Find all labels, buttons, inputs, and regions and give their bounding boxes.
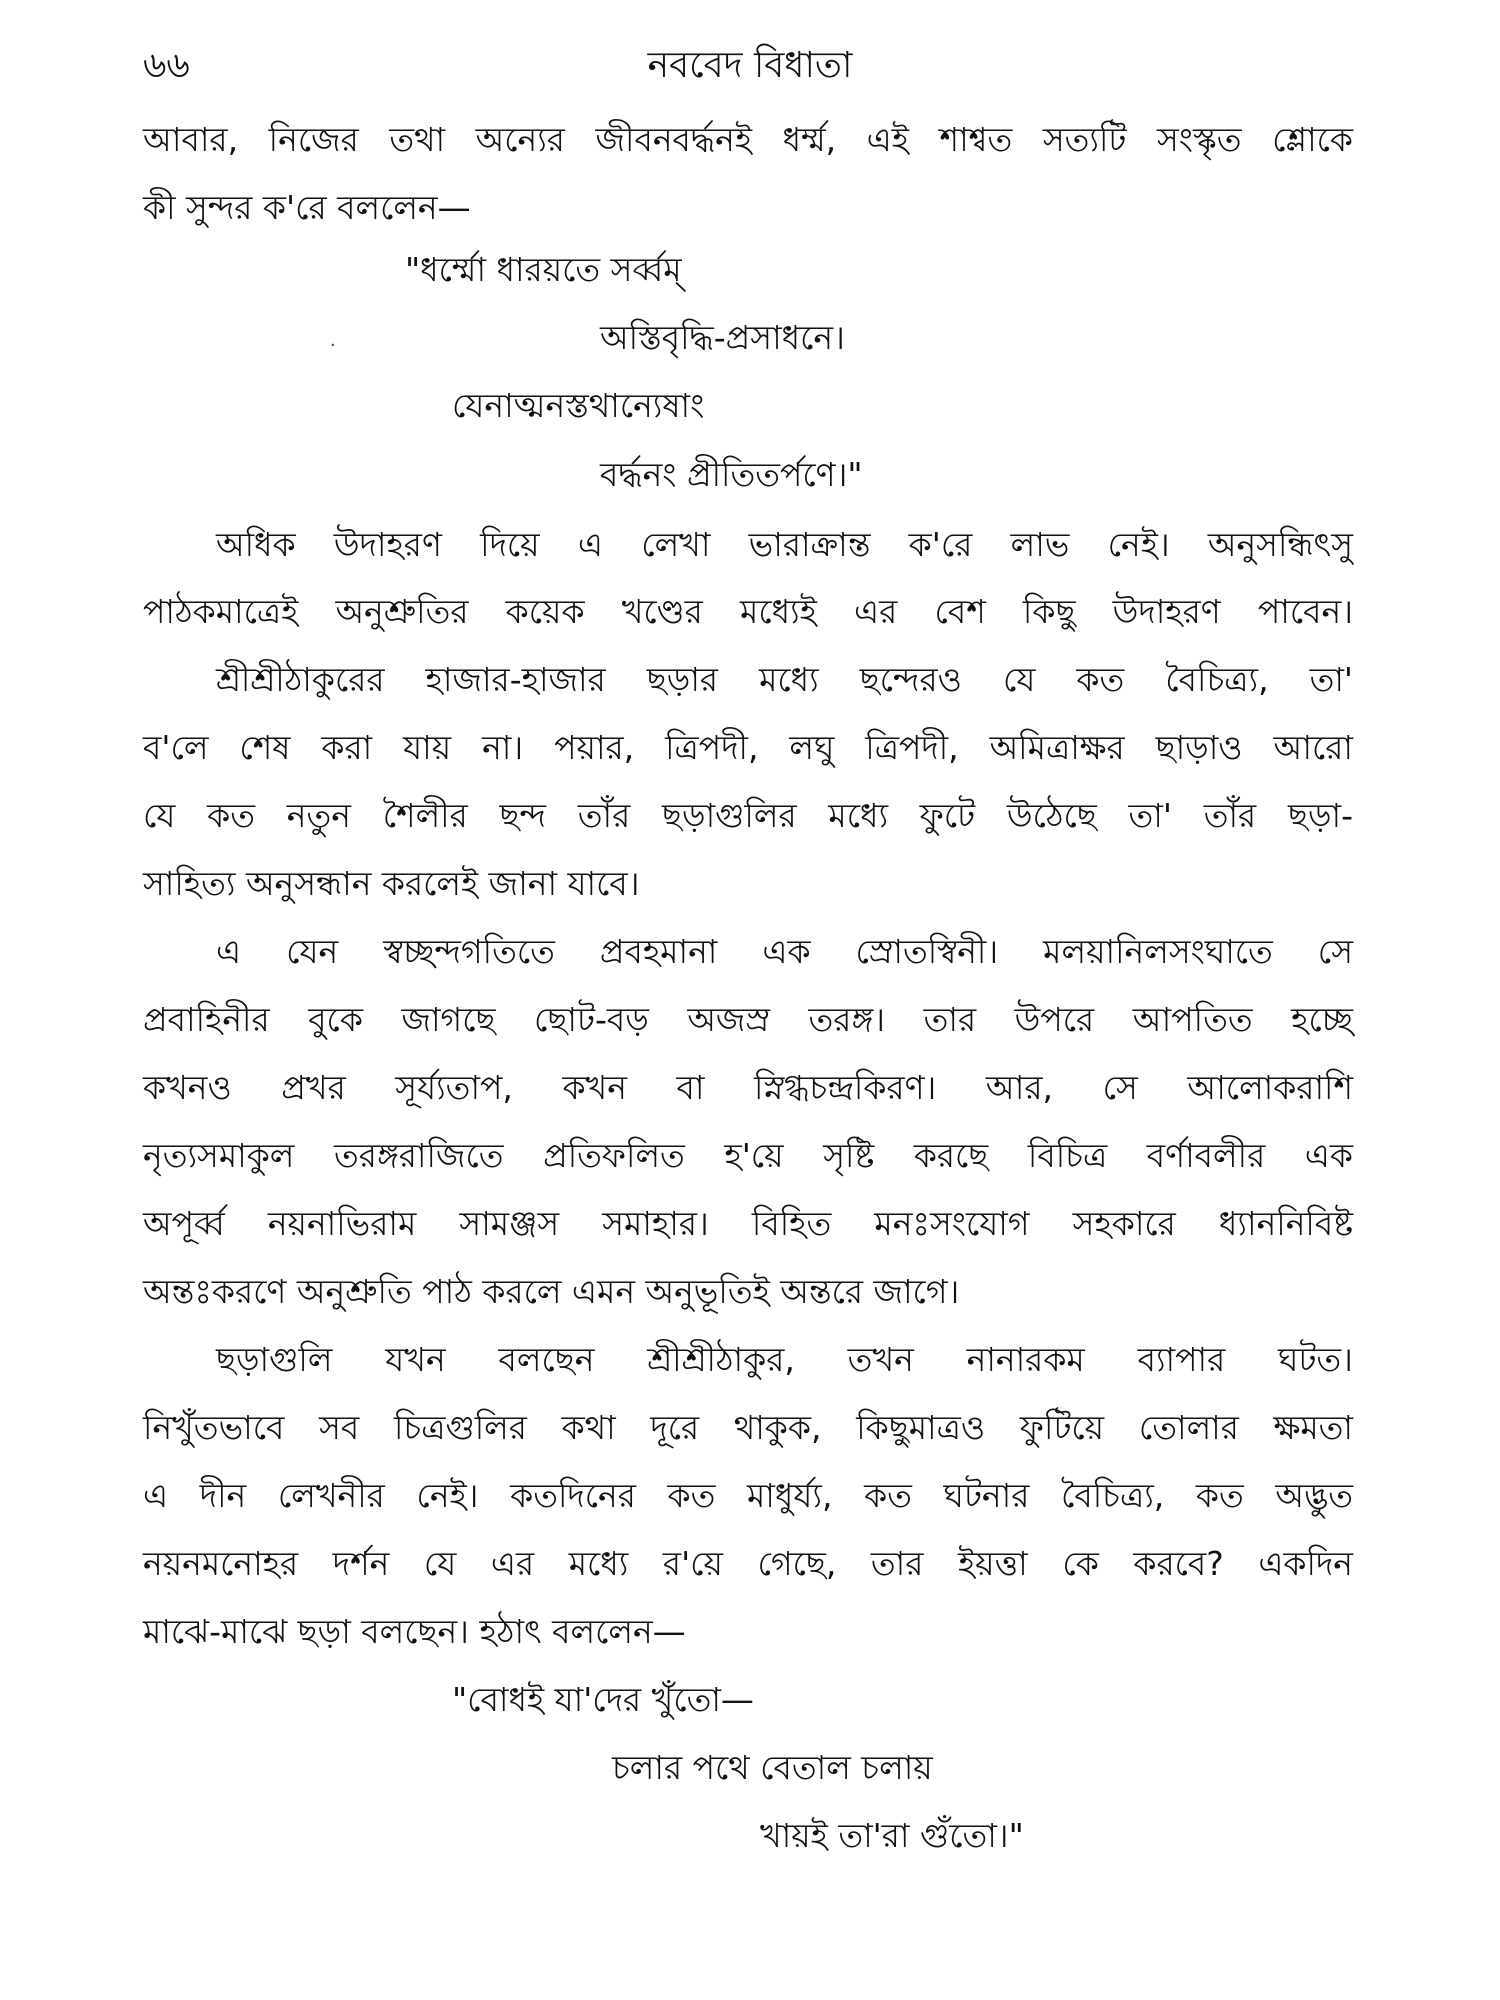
verse-line: খায়ই তা'রা গুঁতো।": [760, 1816, 1024, 1855]
paragraph-line: এ যেন স্বচ্ছন্দগতিতে প্রবহমানা এক স্রোতস্বিনী। মলয়ানিলসংঘাতে সে: [216, 932, 1353, 971]
paragraph-line: নৃত্যসমাকুল তরঙ্গরাজিতে প্রতিফলিত হ'য়ে সৃষ্টি করছে বিচিত্র বর্ণাবলীর এক: [143, 1136, 1353, 1175]
paragraph-line: প্রবাহিনীর বুকে জাগছে ছোট-বড় অজস্র তরঙ্গ। তার উপরে আপতিত হচ্ছে: [143, 1000, 1353, 1039]
verse-line: যেনাত্মনস্তথান্যেষাং: [452, 386, 705, 425]
paragraph-line: মাঝে-মাঝে ছড়া বলছেন। হঠাৎ বললেন—: [143, 1612, 686, 1651]
verse-line: চলার পথে বেতাল চলায়: [612, 1748, 933, 1787]
scan-speck: .: [330, 330, 336, 351]
page-number: ৬৬: [143, 45, 190, 86]
verse-line: বর্দ্ধনং প্রীতিতর্পণে।": [600, 455, 863, 494]
paragraph-line: এ দীন লেখনীর নেই। কতদিনের কত মাধুর্য্য, কত ঘটনার বৈচিত্র্য, কত অদ্ভুত: [143, 1476, 1353, 1515]
paragraph-line: কখনও প্রখর সূর্য্যতাপ, কখন বা স্নিগ্ধচন্দ্রকিরণ। আর, সে আলোকরাশি: [143, 1068, 1353, 1107]
verse-line: "বোধই যা'দের খুঁতো—: [452, 1680, 754, 1719]
paragraph-line: আবার, নিজের তথা অন্যের জীবনবর্দ্ধনই ধর্ম্ম, এই শাশ্বত সত্যটি সংস্কৃত শ্লোকে: [143, 120, 1353, 159]
verse-line: "ধর্ম্মো ধারয়তে সর্ব্বম্: [405, 250, 682, 289]
paragraph-line: নিখুঁতভাবে সব চিত্রগুলির কথা দূরে থাকুক, কিছুমাত্রও ফুটিয়ে তোলার ক্ষমতা: [143, 1408, 1353, 1447]
paragraph-line: নয়নমনোহর দর্শন যে এর মধ্যে র'য়ে গেছে, তার ইয়ত্তা কে করবে? একদিন: [143, 1544, 1353, 1583]
paragraph-line: অপূর্ব্ব নয়নাভিরাম সামঞ্জস সমাহার। বিহিত মনঃসংযোগ সহকারে ধ্যাননিবিষ্ট: [143, 1204, 1353, 1243]
paragraph-line: অধিক উদাহরণ দিয়ে এ লেখা ভারাক্রান্ত ক'রে লাভ নেই। অনুসন্ধিৎসু: [216, 525, 1353, 564]
paragraph-line: ব'লে শেষ করা যায় না। পয়ার, ত্রিপদী, লঘু ত্রিপদী, অমিত্রাক্ষর ছাড়াও আরো: [143, 728, 1353, 767]
paragraph-line: সাহিত্য অনুসন্ধান করলেই জানা যাবে।: [143, 864, 640, 903]
paragraph-line: ছড়াগুলি যখন বলছেন শ্রীশ্রীঠাকুর, তখন নানারকম ব্যাপার ঘটত।: [216, 1340, 1353, 1379]
paragraph-line: যে কত নতুন শৈলীর ছন্দ তাঁর ছড়াগুলির মধ্যে ফুটে উঠেছে তা' তাঁর ছড়া-: [143, 796, 1353, 835]
paragraph-line: শ্রীশ্রীঠাকুরের হাজার-হাজার ছড়ার মধ্যে ছন্দেরও যে কত বৈচিত্র্য, তা': [216, 660, 1353, 699]
paragraph-line: অন্তঃকরণে অনুশ্রুতি পাঠ করলে এমন অনুভূতিই অন্তরে জাগে।: [143, 1272, 960, 1311]
paragraph-line: কী সুন্দর ক'রে বললেন—: [143, 188, 471, 227]
verse-line: অস্তিবৃদ্ধি-প্রসাধনে।: [600, 318, 845, 357]
paragraph-line: পাঠকমাত্রেই অনুশ্রুতির কয়েক খণ্ডের মধ্যেই এর বেশ কিছু উদাহরণ পাবেন।: [143, 592, 1353, 631]
running-head: নববেদ বিধাতা: [647, 45, 853, 86]
